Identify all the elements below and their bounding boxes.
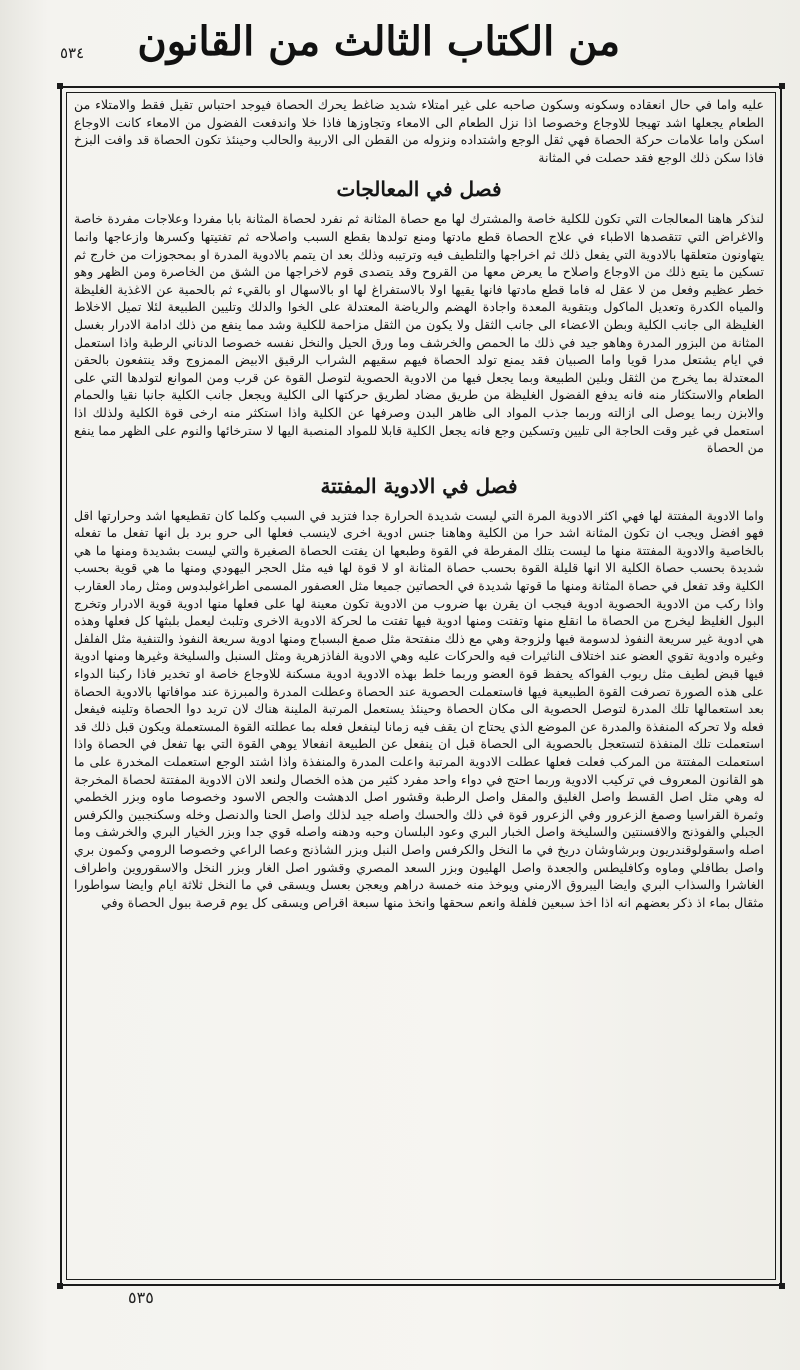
- frame-corner-ornament: [779, 83, 785, 89]
- page-footer: [0, 1288, 800, 1328]
- body-paragraph-2: لنذكر هاهنا المعالجات التي تكون للكلية خاصة والمشترك لها مع حصاة المثانة ثم نفرد لحصاة المثانة بابا مفردا وعلاجات مفردة خاصة والاغراض التي تتقصدها الاطباء في علاج الحصاة قطع مادتها ومنع تولدها بقطع السبب واصلاحه ثم تفتيتها وكسرها وازعاجها وانما يتهاونون متعلقها بالادوية التي يفعل ذلك ثم اخراجها والتلطيف فيه وترتيبه وذلك بعد ان يتمم بالادوية المدرة او بمحجوزات من خارج ثم تسكين ما يتبع ذلك من الاوجاع واصلاح ما يعرض معها من القروح وقد يتصدى قوم لاخراجها من الشق من الخاصرة ومن الظهر وهو خطر عظيم وفعل من لا عقل له فاما قطع مادتها فانها يقيها اولا بالاستفراغ لها او بالاسهال او بالقيء ثم بالحمية عن الاغذية الغليظة والمياه الكدرة وتعديل الماكول وبتقوية المعدة واجادة الهضم والرياضة المعتدلة على الخوا والدلك وتليين الطبيعة لئلا تميل الاخلاط الغليظة الى جانب الكلية وبطن الاعضاء الى جانب الثقل ولا يكون من الثقل مزاحمة للكلية وشد مما ينفع من ذلك ادامة الادرار بغسل المثانة من البزور المدرة وهاهو جيد في ذلك ما الحمص والخرشف وما ورق الحيل والنخل نفسه خصوصا الدناني الرطبة واذا استعمل في ايام يشتعل مدرا قويا واما الصبيان فقد يمنع تولد الحصاة فيهم سقيهم الشراب الرقيق الابيض الممزوج وقد ينتفعون بالحقن المعتدلة بما يخرج من الثقل وبلين الطبيعة وبما يجعل فيها من الادوية الحصوية لتوصل القوة عن قرب ومن الموانع لتولدها التي على الطعام والاستكثار منه فانه يدفع الفضول الغليظة من طريق مضاد لطريق حركتها الى الكلية ويجعل جانب الكلية جانبا نقيا والحمام والابزن ربما يوصل الى ازالته وربما جذب المواد الى ظاهر البدن وصرفها عن الكلية واذا استكثر منه ارخى قوة الكلية ولذلك اذا استعمل في غير وقت الحاجة الى تليين وتسكين وجع فانه يجعل الكلية قابلا للمواد المنصبة اليها لا سترخائها والنوم على الظهر مما ينفع من الحصاة: [74, 211, 764, 456]
- frame-corner-ornament: [57, 83, 63, 89]
- body-paragraph-3: واما الادوية المفتتة لها فهي اكثر الادوية المرة التي ليست شديدة الحرارة جدا فتزيد في السبب وكلما كان تقطيعها اشد وحرارتها اقل فهو افضل ويجب ان تكون المثانة اشد حرا من الكلية وهاهنا جنس ادوية اخرى لاينسب فعلها الى حرو برد بل انها تفعل ما تفعله بالخاصية والادوية المفتتة منها ما ليست بتلك المفرطة في القوة وطبعها ان يفتت الحصاة الصغيرة والتي ليست بشديدة ومنها ما هي شديدة بحسب حصاة الكلية الا انها قليلة القوة بحسب حصاة المثانة او لا قوة لها فيه مثل الحجر اليهودي ومنها ما هي قوية بحسب الكلية وقد تفعل في حصاة المثانة ومنها ما قوتها شديدة في الحصاتين جميعا مثل العصفور المسمى اطراغولبدوس ومثل رماد العقارب واذا ركب من الادوية الحصوية ادوية فيجب ان يقرن بها ضروب من الادوية تكون معينة لها على فعلها منها ادوية قوية الادرار وتخرج البول الغليظ ليخرج من الحصاة ما انقلع منها وتفتت ومنها ادوية فيها تفتت ما لحركة الادوية الاخرى وتلبث ليعمل بلبثها كل فعلها وهذه هي ادوية غير سريعة النفوذ لدسومة فيها ولزوجة وهي مع ذلك منفتحة مثل صمغ البسباج ومنها ادوية سريعة النفوذ والتنفية مثل الفلفل وغيره وادوية تقوي العضو عند اختلاف الناثيرات فيه والحركات عليه وهي الادوية الفاذزهرية ومثل السنبل والسليخة وغيرها ومنها ادوية فيها قبض لطيف مثل ربوب الفواكه يحفظ قوة العضو وربما خلط بهذه الادوية ادوية مسكنة للاوجاع خاصة او تخدير فاذا ركبنا الدواء على هذه الصورة تصرفت القوة الطبيعية فيها فاستعملت الحصوية عند الحصاة وعطلت المدرة والمبرزة عند موافاتها بالادوية الحصاة بعد استعمالها تلك المدرة لتوصل الحصوية الى مكان الحصاة وحينئذ يستعمل المرتبة الملينة هناك لان تريد دوا الحصاة وتلينه فيفعل فعله ولا تحركه المنفذة والمدرة عن الموضع الذي يحتاج ان يقف فيه زمانا لينفعل فعله بما عطلته القوة المستعملة ويكون قبل ذلك قد استعملت تلك المنفذة لتستعجل بالحصوية الى الحصاة قبل ان ينفعل عن الطبيعة انفعالا يوهي القوة التي بها تفعل في الحصاة واذا استعملت المفتتة من المركب فعلت فعلها عطلت الادوية المرتبة واعلت المدرة والمنفذة واذا اشتد الوجع استعملت المخدرة على ما هو القانون المعروف في تركيب الادوية وربما احتج في دواء واحد مفرد كثير من هذه الخصال ولنعد الان الادوية المفتتة لحصاة المخرجة له وهي مثل اصل القسط واصل الغليق والمقل واصل الرطبة وقشور اصل الدهشت والجص الاسود وخصوصا ماوه وبزر الخطمي وثمرة القراسيا وصمغ الزعرور وفي الزعرور قوة في ذلك والحسك واصله جيد لذلك واصل الحنا والدنصل وخله وسكنجبين والكرفس الجبلي والفوذنج والافسنتين والسليخة واصل الخبار البري وعود البلسان وحبه ودهنه واصله قوي جدا وبزر الخيار البري والخرشف وما اصله واسقولوقندريون وبرشاوشان دريخ في ما النخل والكرفس واصل النبل وبزر الشاذنج وعصا الراعي وخصوصا الرومي وكمون بري واصل بطافلي وماوه وكافليطس والجعدة واصل الهليون وبزر السعد المصري وقشور اصل الغار وبزر النخل والاسقوروين واطراف الغاشرا والسذاب البري وايضا اليبروق الارمني ويوخذ منه خمسة دراهم ويعجن بعسل ويسقى في ما النخل ثلاثة ايام وايضا سواطورا مثقال بماء اذ ذكر بعضهم انه اذا اخذ سبعين فلفلة وانعم سحقها وانخذ منها سبعة اقراص ويسقى كل يوم قرصة ببول الحصاة وفي: [74, 507, 764, 910]
- main-text-block: [74, 96, 764, 1276]
- running-title: من الكتاب الثالث من القانون: [137, 18, 620, 65]
- page-header: [60, 8, 800, 80]
- body-paragraph-1: عليه واما في حال انعقاده وسكونه وسكون صاحبه على غير امتلاء شديد ضاغط يحرك الحصاة فيوجد احتباس تقيل فقط والامتلاء من الطعام يجعلها اشد تهيجا للاوجاع وخصوصا اذا نزل الطعام الى الامعاء وتجاوزها فاذا خلا واندفعت الفضول من الامعاء كانت الاوجاع اسكن واما علامات حركة الحصاة فهي ثقل الوجع واشتداده ونزوله من القطن الى الاربية والحالب وحينئذ تكون الحصاة قد وافت البزخ فاذا سكن ذلك الوجع فقد حصلت في المثانة: [74, 97, 764, 165]
- page-number-bottom: ٥٣٥: [128, 1288, 154, 1307]
- section-heading-treatments: فصل في المعالجات: [336, 177, 502, 202]
- page-number-top: ٥٣٤: [60, 44, 85, 62]
- section-heading-dissolving-drugs: فصل في الادوية المفتتة: [320, 473, 518, 498]
